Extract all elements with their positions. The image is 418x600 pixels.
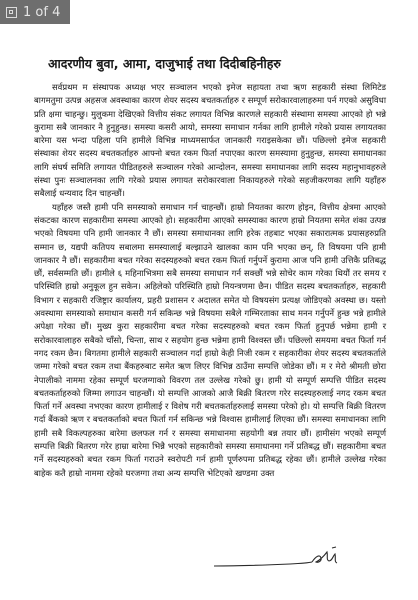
letter-paragraph: सर्वप्रथम म संस्थापक अध्यक्ष भएर सञ्चालन भएको इमेज सहायता तथा ऋण सहकारी संस्था लिमिटेड बागमतुमा उत्पन्न अहसज अवस्थाका कारण शेयर सदस्य बचतकर्ताहरु र सम्पूर्ण सरोकारवालाहरुमा पर्न गएको असुविधा प्रति क्षमा चाहन्छु। मुलुकमा देखिएको वित्तीय संकट लगायत विभिन्न कारणले सहकारी संस्थामा समस्या आएको हो भन्ने कुरामा सबै जानकार नै हुनुहुन्छ। समस्या कसरी आयो, समस्या समाधान गर्नका लागि हामीले गरेको प्रयास लगायतका बारेमा यस भन्दा पहिला पनि हामीले विभिन्न माध्यमसार्फत जानकारी गराइसकेका छौं। पछिल्लो इमेज सहकारी संस्थाका शेयर सदस्य बचतकर्ताहरु आफ्नो बचत रकम फिर्ता नपाएका कारण समस्यामा हुनुहुन्छ, समस्या समाधानका लागि संघर्ष समिति लगायत पीडितहरुले सञ्चालन गरेको आन्दोलन, समस्या समाधानका लागि सदस्य महानुभावहरुले संस्था पुनः सञ्चालनका लागि गरेको प्रयास लगायत सरोकारवाला निकायहरुले गरेको सहजीकरणका लागि यहाँहरु सबैलाई धन्यवाद दिन चाहन्छौं।: [34, 82, 386, 199]
letter-salutation: आदरणीय बुवा, आमा, दाजुभाई तथा दिदीबहिनीहरु: [48, 56, 281, 71]
page-icon: [6, 7, 17, 18]
letter-paragraph: यहाँहरु जस्तै हामी पनि समस्याको समाधान गर्न चाहन्छौं। हाम्रो नियतका कारण होइन, वित्तीय क्षेत्रमा आएको संकटका कारण सहकारीमा समस्या आएको हो। सहकारीमा आएको समस्याका कारण हाम्रो नियतमा समेत शंका उत्पन्न भएको विषयमा पनि हामी जानकार नै छौं। समस्या समाधानका लागि हरेक तहबाट भएका सकारात्मक प्रयासहरुप्रति सम्मान छ, यद्यपी कतिपय सबालमा समस्यालाई बल्झाउने खालका काम पनि भएका छन्, ति विषयमा पनि हामी जानकार नै छौं। सहकारीमा बचत गरेका सदस्यहरुको बचत रकम फिर्ता गर्नुपर्ने कुरामा आज पनि हामी उत्तिकै प्रतिबद्ध छौं, सर्वसम्मति छौं। हामीले ६ महिनाभित्रमा सबै समस्या समाधान गर्न सक्छौं भन्ने सोचेर काम गरेका थियौं तर समय र परिस्थिति हाम्रो अनुकूल हुन सकेन। अहिलेको परिस्थिति हाम्रो नियन्त्रणमा छैन। पीडित सदस्य बचतकर्ताहरु, सहकारी विभाग र सहकारी रजिष्ट्रार कार्यालय, प्रहरी प्रशासन र अदालत समेत यो विषयसंग प्रत्यक्ष जोडिएको अवस्था छ। यस्तो अवस्थामा समस्याको समाधान कसरी गर्न सकिन्छ भन्ने विषयमा सबैले गम्भिरताका साथ मनन गर्नुपर्ने हुन्छ भन्ने हामीले अपेक्षा गरेका छौं। मुख्य कुरा सहकारीमा बचत गरेका सदस्यहरुको बचत रकम फिर्ता हुनुपर्छ भन्नेमा हामी र सरोकारवालाहरु सबैको चाँसो, चिन्ता, साथ र सहयोग हुन्छ भन्नेमा हामी विश्वस्त छौं। पछिल्लो समयमा बचत फिर्ता गर्न नगद रकम छैन। बिगतमा हामीले सहकारी सञ्चालन गर्दा हाम्रो केही निजी रकम र सहकारीका शेयर सदस्य बचतकर्ताले जम्मा गरेको बचत रकम तथा बैंकहरुबाट समेत ऋण लिएर विभिन्न ठाउँमा सम्पत्ति जोडेका छौं। म र मेरो श्रीमती छोरा नेपालीको नाममा रहेका सम्पूर्ण घरजग्गाको विवरण तल उल्लेख गरेको छु। हामी यो सम्पूर्ण सम्पत्ति पीडित सदस्य बचतकर्ताहरुको जिम्मा लगाउन चाहन्छौं। यो सम्पत्ति आजको आजै बिक्री बितरण गरेर सदस्यहरुलाई नगद रकम बचत फिर्ता गर्ने अवस्था नभएका कारण हामीलाई र विशेष गरी बचतकर्ताहरुलाई समस्या परेको हो। यो सम्पत्ति बिक्री वितरण गर्दा बैंकको ऋण र बचतकर्ताको बचत फिर्ता गर्न सकिन्छ भन्ने विश्वास हामीलाई लिएका छौं। समस्या समाधानका लागि हामी सबै विकल्पहरुका बारेमा छलफल गर्न र समस्या समाधानमा सहयोगी बन्न तयार छौं। हामीसंग भएको सम्पूर्ण सम्पत्ति बिक्री बितरण गरेर हाम्रा बारेमा भिन्नै भएको सहकारीको समस्या समाधानमा गर्ने प्रतिबद्ध छौं। सहकारीमा बचत गर्ने सदस्यहरुको बचत रकम फिर्ता गराउने स्वरोपटी गर्न हामी पूर्णरुपमा प्रतिबद्ध रहेका छौं। हामीले उल्लेख गरेका बाहेक कतै हाम्रो नाममा रहेको घरजग्गा तथा अन्य सम्पत्ति भेटिएको खण्डमा उक्त: [34, 201, 386, 478]
signature-icon: [212, 544, 344, 570]
letter-body: [34, 56, 386, 480]
page-counter: [0, 0, 70, 24]
page-counter-label: 1 of 4: [23, 4, 61, 20]
